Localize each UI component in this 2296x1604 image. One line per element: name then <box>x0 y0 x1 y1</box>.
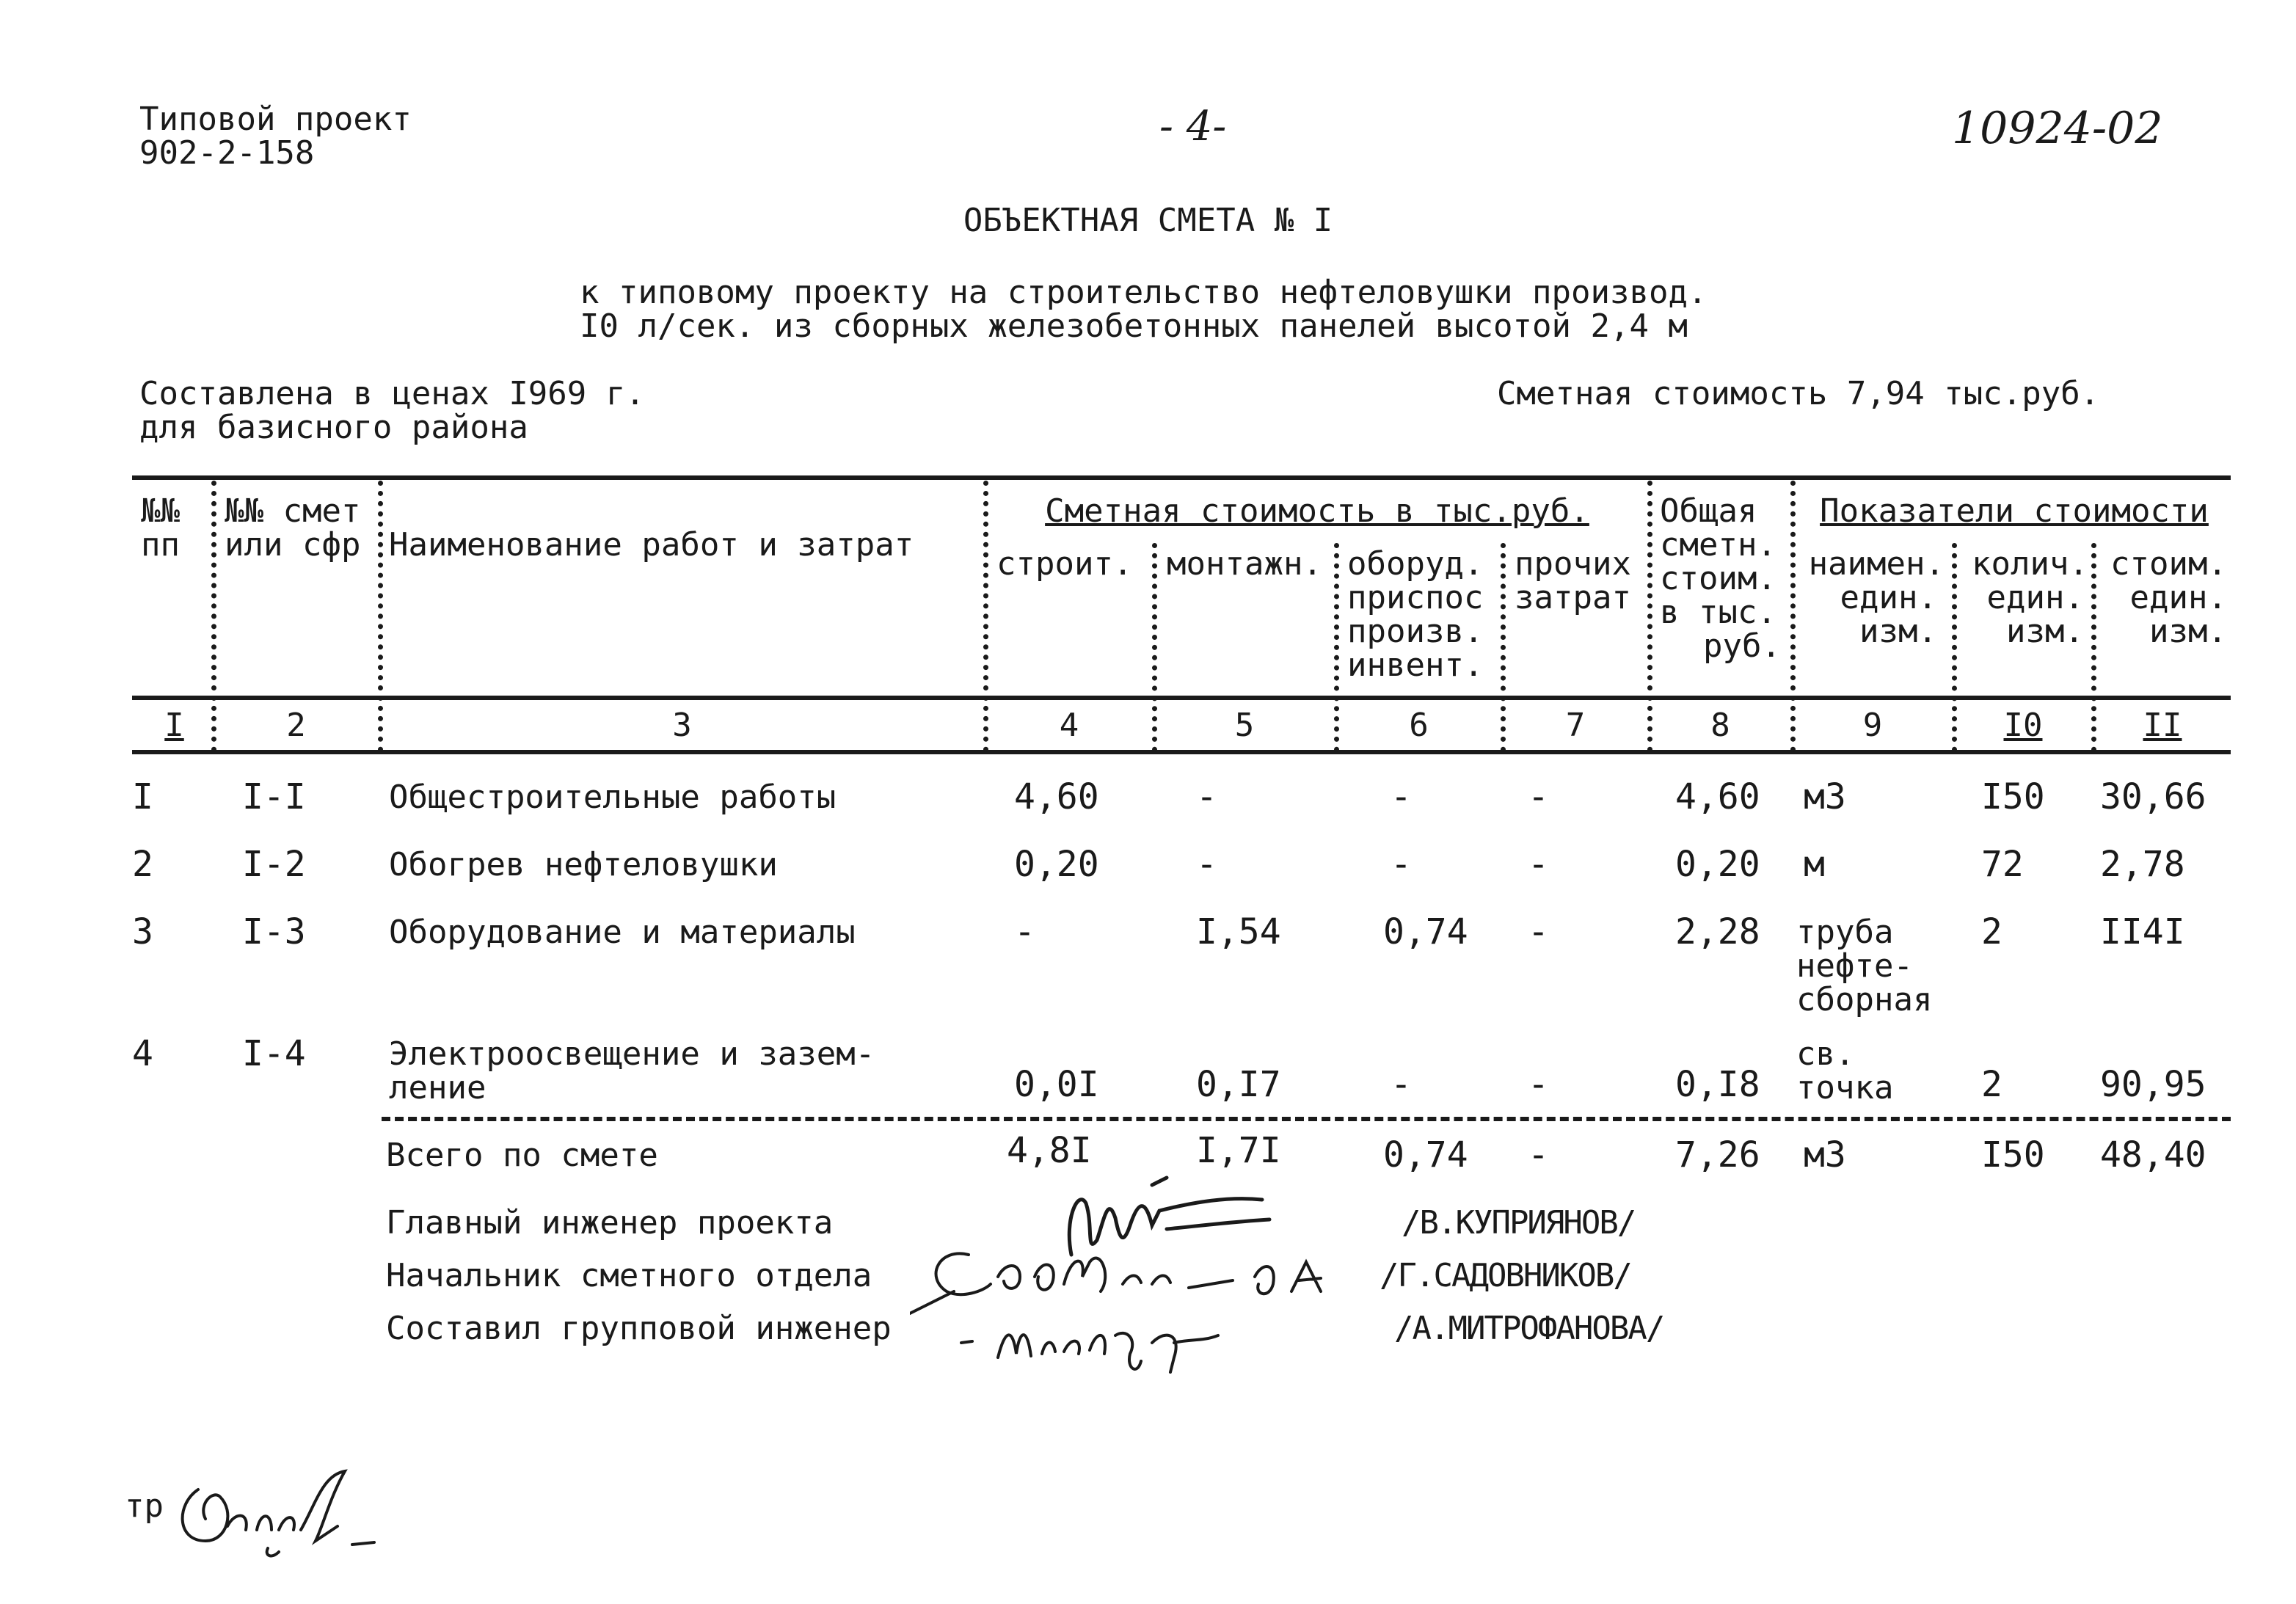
signatory-name: /А.МИТРОФАНОВА/ <box>1394 1310 1664 1347</box>
header-col6-line2: приспос <box>1347 579 1484 616</box>
prices-note-line-2: для базисного района <box>139 409 528 446</box>
row-unit-line1: труба <box>1796 914 1894 951</box>
row-other-cost: - <box>1528 911 1549 952</box>
header-group-cost: Сметная стоимость в тыс.руб. <box>1045 492 1589 530</box>
row-name-line1: Электроосвещение и зазем- <box>389 1035 875 1073</box>
header-col11-line1: стоим. <box>2110 545 2227 583</box>
total-build-cost: 4,8I <box>1007 1130 1092 1171</box>
column-number: I <box>164 707 184 744</box>
column-divider <box>1152 543 1157 752</box>
row-name: Обогрев нефтеловушки <box>389 846 778 883</box>
row-equip-cost: - <box>1391 776 1412 817</box>
column-number: 4 <box>1059 707 1079 744</box>
row-code: I-3 <box>242 911 306 952</box>
row-number: 4 <box>132 1033 153 1074</box>
header-col3: Наименование работ и затрат <box>389 526 914 564</box>
header-col7-line2: затрат <box>1515 579 1631 616</box>
footer-prefix: тр <box>125 1487 164 1525</box>
row-quantity: I50 <box>1981 776 2045 817</box>
row-unit: м3 <box>1804 776 1846 817</box>
row-total-cost: 0,I8 <box>1675 1064 1760 1105</box>
row-total-cost: 0,20 <box>1675 844 1760 885</box>
signature-role: Главный инженер проекта <box>386 1204 834 1242</box>
row-number: 2 <box>132 844 153 885</box>
header-col5: монтажн. <box>1167 545 1322 583</box>
row-unit-cost: II4I <box>2100 911 2185 952</box>
column-divider <box>983 481 988 752</box>
header-col8-line4: в тыс. <box>1660 594 1776 631</box>
header-col9-line1: наимен. <box>1808 545 1945 583</box>
column-divider <box>1952 543 1957 752</box>
total-unit-cost: 48,40 <box>2100 1134 2206 1175</box>
row-code: I-I <box>242 776 306 817</box>
row-other-cost: - <box>1528 776 1549 817</box>
column-number: 2 <box>286 707 306 744</box>
header-col9-line3: изм. <box>1859 613 1937 650</box>
row-total-cost: 2,28 <box>1675 911 1760 952</box>
row-other-cost: - <box>1528 844 1549 885</box>
row-other-cost: - <box>1528 1064 1549 1105</box>
row-name: Общестроительные работы <box>389 779 837 816</box>
total-total-cost: 7,26 <box>1675 1134 1760 1175</box>
signatory-name: /Г.САДОВНИКОВ/ <box>1380 1257 1631 1294</box>
column-divider <box>1790 481 1796 752</box>
header-col2-line1: №№ смет <box>225 492 361 530</box>
row-unit-line1: св. <box>1796 1035 1855 1073</box>
document-title: ОБЪЕКТНАЯ СМЕТА № I <box>963 202 1333 239</box>
total-separator-dashed <box>382 1117 2231 1121</box>
table-top-rule <box>132 475 2231 480</box>
row-equip-cost: - <box>1391 844 1412 885</box>
footer-signature <box>169 1460 389 1563</box>
column-divider <box>2091 543 2096 752</box>
row-code: I-4 <box>242 1033 306 1074</box>
row-unit-line3: сборная <box>1796 981 1933 1018</box>
header-col4: строит. <box>996 545 1133 583</box>
row-unit-line2: нефте- <box>1796 947 1913 985</box>
signature-role: Начальник сметного отдела <box>386 1257 872 1294</box>
column-number: I0 <box>2003 707 2043 744</box>
header-col8-line2: сметн. <box>1660 526 1776 564</box>
signature-role: Составил групповой инженер <box>386 1310 892 1347</box>
column-divider <box>1647 481 1652 752</box>
prices-note-line-1: Составлена в ценах I969 г. <box>139 375 645 412</box>
column-number: 3 <box>672 707 692 744</box>
total-quantity: I50 <box>1981 1134 2045 1175</box>
total-other-cost: - <box>1528 1134 1549 1175</box>
header-col6-line4: инвент. <box>1347 646 1484 684</box>
row-install-cost: - <box>1196 844 1217 885</box>
column-number: 5 <box>1234 707 1255 744</box>
total-row-label: Всего по смете <box>386 1137 658 1174</box>
column-divider <box>1334 543 1339 752</box>
column-divider <box>378 481 383 752</box>
column-number: 6 <box>1409 707 1429 744</box>
header-col8-line3: стоим. <box>1660 560 1776 597</box>
row-equip-cost: - <box>1391 1064 1412 1105</box>
header-col6-line3: произв. <box>1347 613 1484 650</box>
column-numbers-rule <box>132 750 2231 754</box>
column-divider <box>1501 543 1506 752</box>
row-unit: м <box>1804 844 1825 885</box>
header-col10-line1: колич. <box>1972 545 2088 583</box>
row-number: 3 <box>132 911 153 952</box>
header-col11-line2: един. <box>2129 579 2227 616</box>
project-label: Типовой проект <box>139 101 412 138</box>
row-build-cost: - <box>1014 911 1035 952</box>
header-col10-line2: един. <box>1986 579 2084 616</box>
header-group-indicators: Показатели стоимости <box>1820 492 2209 530</box>
row-code: I-2 <box>242 844 306 885</box>
signatory-name: /В.КУПРИЯНОВ/ <box>1402 1204 1636 1242</box>
column-number: 7 <box>1565 707 1586 744</box>
project-number: 902-2-158 <box>139 134 315 172</box>
row-unit-cost: 2,78 <box>2100 844 2185 885</box>
row-quantity: 2 <box>1981 1064 2002 1105</box>
row-equip-cost: 0,74 <box>1383 911 1468 952</box>
header-col11-line3: изм. <box>2149 613 2227 650</box>
estimated-total-cost: Сметная стоимость 7,94 тыс.руб. <box>1497 375 2100 412</box>
archive-number: 10924-02 <box>1952 103 2163 154</box>
row-build-cost: 4,60 <box>1014 776 1099 817</box>
total-equip-cost: 0,74 <box>1383 1134 1468 1175</box>
row-name-line2: ление <box>389 1069 486 1107</box>
total-install-cost: I,7I <box>1196 1130 1281 1171</box>
header-col9-line2: един. <box>1840 579 1937 616</box>
column-divider <box>211 481 216 752</box>
header-col1-line1: №№ <box>141 492 180 530</box>
header-col6-line1: оборуд. <box>1347 545 1484 583</box>
total-unit: м3 <box>1804 1134 1846 1175</box>
column-number: 8 <box>1710 707 1730 744</box>
header-col8-line5: руб. <box>1703 627 1781 665</box>
row-unit-line2: точка <box>1796 1069 1894 1107</box>
row-total-cost: 4,60 <box>1675 776 1760 817</box>
header-col2-line2: или сфр <box>225 526 361 564</box>
row-build-cost: 0,20 <box>1014 844 1099 885</box>
header-col1-line2: пп <box>141 526 180 564</box>
row-install-cost: - <box>1196 776 1217 817</box>
signature-mitrofanova <box>954 1299 1262 1379</box>
header-col7-line1: прочих <box>1515 545 1631 583</box>
row-install-cost: 0,I7 <box>1196 1064 1281 1105</box>
row-quantity: 72 <box>1981 844 2024 885</box>
column-number: 9 <box>1862 707 1883 744</box>
row-unit-cost: 90,95 <box>2100 1064 2206 1105</box>
row-build-cost: 0,0I <box>1014 1064 1099 1105</box>
header-bottom-rule <box>132 696 2231 700</box>
row-install-cost: I,54 <box>1196 911 1281 952</box>
row-name: Оборудование и материалы <box>389 914 856 951</box>
header-col10-line3: изм. <box>2006 613 2084 650</box>
subtitle-line-2: I0 л/сек. из сборных железобетонных панелей высотой 2,4 м <box>580 307 1688 345</box>
page-number: - 4- <box>1159 103 1227 150</box>
row-quantity: 2 <box>1981 911 2002 952</box>
subtitle-line-1: к типовому проекту на строительство нефтеловушки производ. <box>580 274 1708 311</box>
column-number: II <box>2143 707 2182 744</box>
row-unit-cost: 30,66 <box>2100 776 2206 817</box>
row-number: I <box>132 776 153 817</box>
header-col8-line1: Общая <box>1660 492 1757 530</box>
